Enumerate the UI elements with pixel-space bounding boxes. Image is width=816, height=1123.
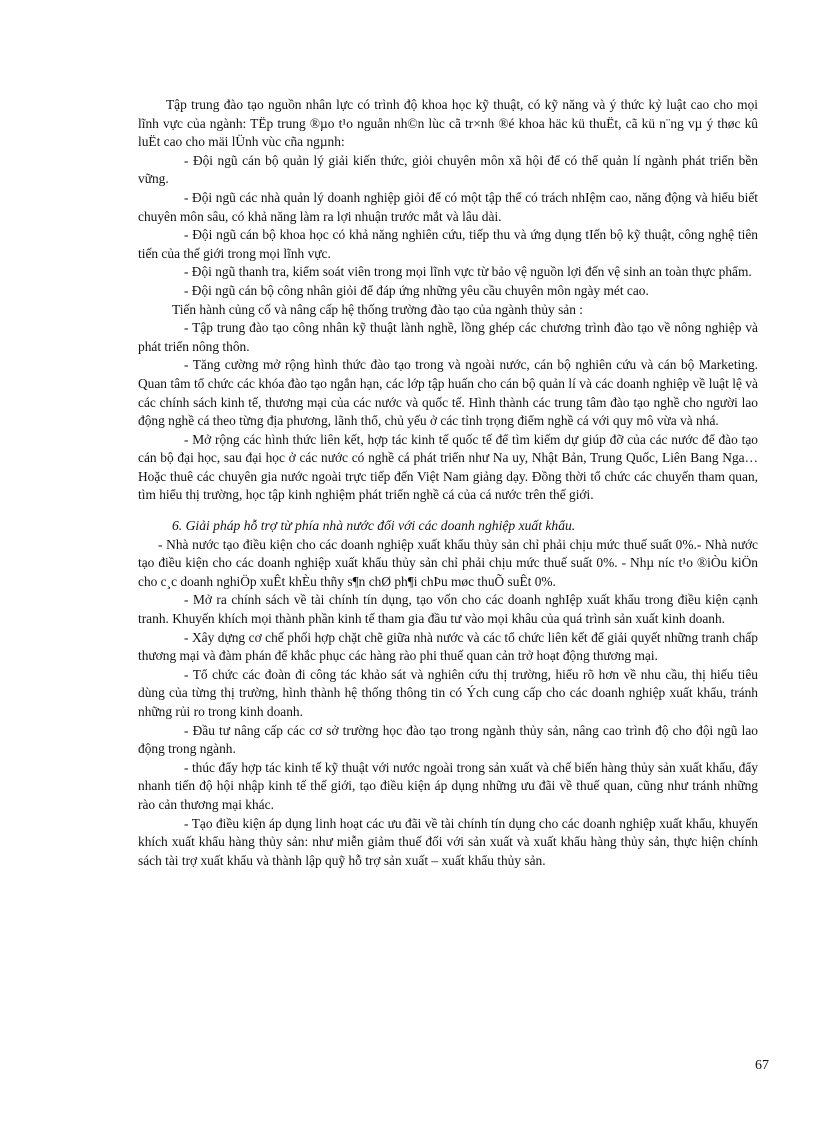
bullet-managers: - Đội ngũ cán bộ quản lý giải kiến thức, giỏi chuyên môn xã hội để có thể quản lí ngành phát triển bền vững. bbox=[138, 152, 758, 187]
bullet-workers: - Đội ngũ cán bộ công nhân giỏi để đáp ứng những yêu cầu chuyên môn ngày mét cao. bbox=[184, 282, 649, 298]
paragraph-schools: Tiến hành củng cố và nâng cấp hệ thống trường đào tạo của ngành thủy sản : bbox=[172, 301, 584, 317]
bullet-inspectors: - Đội ngũ thanh tra, kiểm soát viên trong mọi lĩnh vực từ bảo vệ nguồn lợi đến vệ sinh an toàn thực phẩm. bbox=[184, 264, 752, 280]
bullet-tax-rate: - Nhà nước tạo điều kiện cho các doanh nghiệp xuất khẩu thủy sản chỉ phải chịu mức thuế suất 0%.- Nhà nước tạo điều kiện cho các doanh nghiệp xuất khẩu thủy sản chỉ phải chịu mức thuế suất 0%. - Nhµ níc t¹o ®iÒu kiÖn cho c¸c doanh nghiÖp xuÊt khÈu thñy s¶n chØ ph¶i chÞu møc thuÕ suÊt 0%. bbox=[138, 536, 758, 589]
bullet-school-investment: - Đầu tư nâng cấp các cơ sở trường học đào tạo trong ngành thủy sản, nâng cao trình độ cho đội ngũ lao động trong ngành. bbox=[138, 722, 758, 757]
page-number: 67 bbox=[755, 1058, 769, 1073]
bullet-financial-incentives: - Tạo điều kiện áp dụng linh hoạt các ưu đãi về tài chính tín dụng cho các doanh nghiệp xuất khẩu, khuyến khích xuất khẩu hàng thủy sản: như miễn giảm thuế đối với sản xuất và xuất khẩu hàng thủy sản, thực hiện chính sách tài trợ xuất khẩu và thành lập quỹ hỗ trợ sản xuất – xuất khẩu thủy sản. bbox=[138, 815, 758, 868]
bullet-domestic-foreign-training: - Tăng cường mở rộng hình thức đào tạo trong và ngoài nước, cán bộ nghiên cứu và cán bộ Marketing. Quan tâm tổ chức các khóa đào tạo ngắn hạn, các lớp tập huấn cho cán bộ quản lí và các doanh nghiệp về luật lệ và các chính sách kinh tế, thương mại của các nước và quốc tế. Hình thành các trung tâm đào tạo nghề cho người lao động nghề cá theo từng địa phương, lãnh thổ, chủ yếu ở các tỉnh trọng điểm nghề cá với quy mô vừa và nhá. bbox=[138, 357, 758, 429]
bullet-coordination: - Xây dựng cơ chế phối hợp chặt chẽ giữa nhà nước và các tổ chức liên kết để giải quyết những tranh chấp thương mại và đàm phán để khắc phục các hàng rào phi thuế quan cản trở hoạt động thương mại. bbox=[138, 629, 758, 664]
section-heading: 6. Giải pháp hỗ trợ từ phía nhà nước đối với các doanh nghiệp xuất khẩu. bbox=[172, 518, 576, 534]
bullet-market-research: - Tổ chức các đoàn đi công tác khảo sát và nghiên cứu thị trường, hiểu rõ hơn về nhu cầu, thị hiếu tiêu dùng của từng thị trường, hình thành hệ thống thông tin có Ých cung cấp cho các doanh nghiệp xuất khẩu, tránh những rủi ro trong kinh doanh. bbox=[138, 666, 758, 719]
bullet-scientists: - Đội ngũ cán bộ khoa học có khả năng nghiên cứu, tiếp thu và ứng dụng tIến bộ kỹ thuật, công nghệ tiên tiến của thế giới trong mọi lĩnh vực. bbox=[138, 227, 758, 261]
body-text bbox=[138, 96, 758, 870]
bullet-credit-policy: - Mở ra chính sách về tài chính tín dụng, tạo vốn cho các doanh nghIệp xuất khẩu trong điều kiện cạnh tranh. Khuyến khích mọi thành phần kinh tế tham gia đầu tư vào mọi khâu của quá trình sản xuất kinh doanh. bbox=[138, 592, 758, 627]
bullet-vocational-training: - Tập trung đào tạo công nhân kỹ thuật lành nghề, lồng ghép các chương trình đào tạo về nông nghiệp và phát triển nông thôn. bbox=[138, 320, 758, 354]
bullet-international-cooperation: - Mở rộng các hình thức liên kết, hợp tác kinh tế quốc tế để tìm kiếm dự giúp đỡ của các nước để đào tạo cán bộ đại học, sau đại học ở các nước có nghề cá phát triển như Na uy, Nhật Bản, Trung Quốc, Liên Bang Nga… Hoặc thuê các chuyên gia nước ngoài trực tiếp đến Việt Nam giảng dạy. Đồng thời tổ chức các chuyến tham quan, tìm hiểu thị trường, học tập kinh nghiệm phát triển nghề cá của cá nước trên thế giới. bbox=[138, 431, 758, 503]
bullet-technical-cooperation: - thúc đẩy hợp tác kinh tế kỹ thuật với nước ngoài trong sản xuất và chế biến hàng thủy sản xuất khẩu, đẩy nhanh tiến độ hội nhập kinh tế thế giới, tạo điều kiện áp dụng những ưu đãi về thuế quan, cũng như tránh những rào cản thương mại khác. bbox=[138, 759, 758, 812]
paragraph-intro: Tập trung đào tạo nguồn nhân lực có trình độ khoa học kỹ thuật, có kỹ năng và ý thức kỷ luật cao cho mọi lĩnh vực của ngành: TËp trung ®µo t¹o nguån nh©n lùc cã tr×nh ®é khoa häc kü thuËt, cã kü n¨ng vµ ý thøc kû luËt cao cho mäi lÜnh vùc cña ngµnh: bbox=[138, 97, 758, 150]
bullet-enterprise-managers: - Đội ngũ các nhà quản lý doanh nghiệp giỏi để có một tập thể có trách nhIệm cao, năng động và hiểu biết chuyên môn sâu, có khả năng làm ra lợi nhuận trước mắt và lâu dài. bbox=[138, 189, 758, 224]
